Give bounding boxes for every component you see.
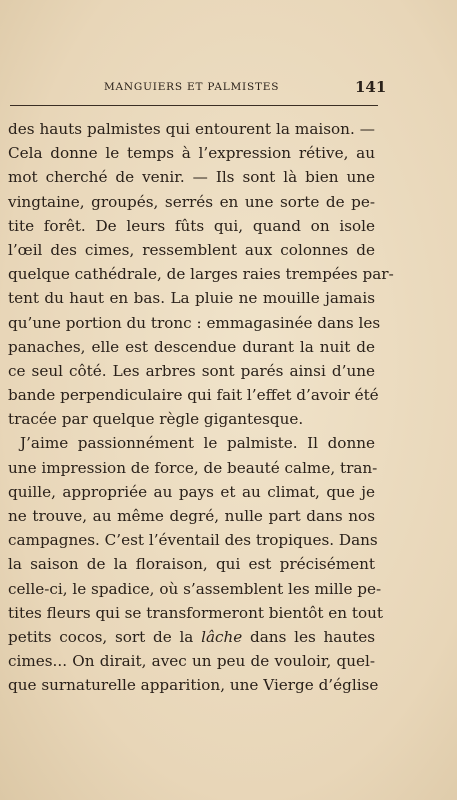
text-segment: petits cocos, sort de la	[8, 627, 202, 646]
text-line: tracée par quelque règle gigantesque.	[8, 410, 304, 429]
text-line: des hauts palmistes qui entourent la maison. —	[8, 120, 375, 138]
running-head	[0, 78, 457, 98]
text-line: celle-ci, le spadice, où s’assemblent les mille pe-	[8, 579, 382, 598]
text-line: mot cherché de venir. — Ils sont là bien une	[8, 168, 375, 187]
text-line: cimes... On dirait, avec un peu de vouloir, quel-	[8, 652, 375, 671]
italic-word: lâche	[201, 627, 243, 646]
text-line: une impression de force, de beauté calme, tran-	[8, 458, 378, 477]
text-line: la saison de la floraison, qui est précisément	[8, 555, 375, 574]
text-line: bande perpendiculaire qui fait l’effet d’avoir été	[8, 386, 379, 405]
text-line: l’œil des cimes, ressemblent aux colonnes de	[8, 240, 375, 259]
text-line: quille, appropriée au pays et au climat, que je	[8, 482, 375, 501]
text-line: vingtaine, groupés, serrés en une sorte de pe-	[8, 192, 375, 211]
text-line: ce seul côté. Les arbres sont parés ainsi d’une	[8, 361, 375, 380]
text-line: qu’une portion du tronc : emmagasinée dans les	[8, 313, 381, 332]
text-segment: dans les hautes	[242, 627, 375, 646]
text-line: J’aime passionnément le palmiste. Il donne	[20, 434, 375, 453]
text-line: tent du haut en bas. La pluie ne mouille jamais	[8, 289, 375, 308]
text-line: Cela donne le temps à l’expression rétive, au	[8, 144, 375, 163]
text-line: tites fleurs qui se transformeront bientôt en tout	[8, 603, 384, 622]
text-line: panaches, elle est descendue durant la nuit de	[8, 337, 375, 356]
header-rule	[10, 105, 378, 106]
running-title: MANGUIERS ET PALMISTES	[104, 81, 280, 93]
text-line: que surnaturelle apparition, une Vierge d’église	[8, 676, 379, 695]
text-line: ne trouve, au même degré, nulle part dans nos	[8, 507, 375, 525]
text-line-with-italic	[8, 625, 375, 649]
page-number: 141	[355, 78, 387, 96]
text-line: tite forêt. De leurs fûts qui, quand on isole	[8, 216, 375, 235]
text-line: campagnes. C’est l’éventail des tropiques. Dans	[8, 531, 378, 550]
text-line: quelque cathédrale, de larges raies trempées par-	[8, 265, 394, 284]
body-text	[8, 117, 394, 698]
